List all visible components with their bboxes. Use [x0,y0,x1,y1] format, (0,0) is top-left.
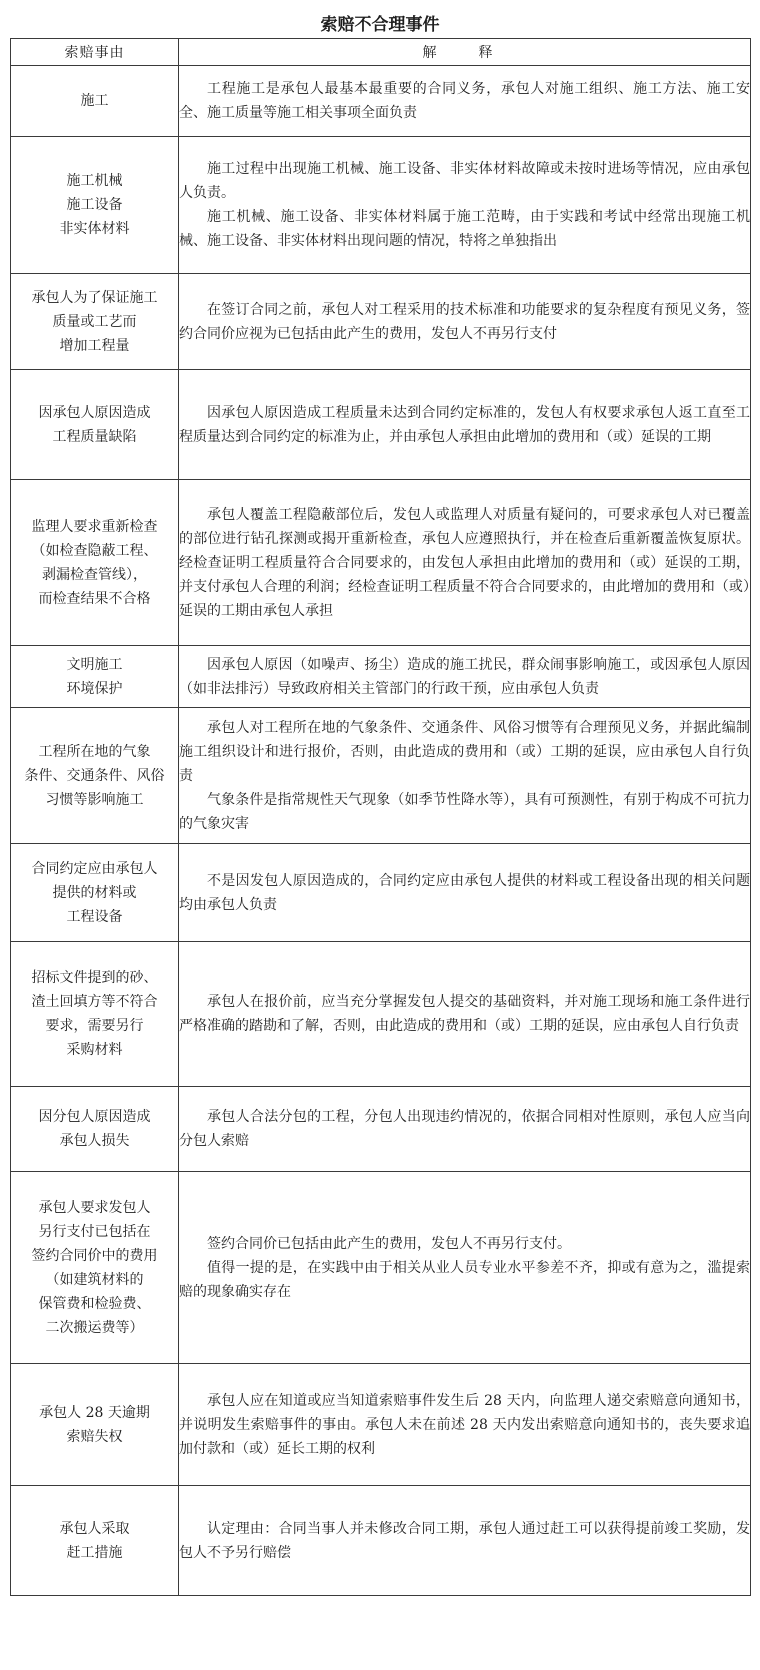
explanation-cell: 施工过程中出现施工机械、施工设备、非实体材料故障或未按时进场等情况，应由承包人负责。 施工机械、施工设备、非实体材料属于施工范畴，由于实践和考试中经常出现施工机械、施工设备、非实体材料出现问题的情况，特将之单独指出 [179,137,751,274]
reason-cell: 工程所在地的气象 条件、交通条件、风俗 习惯等影响施工 [11,708,179,844]
explanation-cell: 承包人对工程所在地的气象条件、交通条件、风俗习惯等有合理预见义务，并据此编制施工组织设计和进行报价，否则，由此造成的费用和（或）工期的延误，应由承包人自行负责 气象条件是指常规性天气现象（如季节性降水等），具有可预测性，有别于构成不可抗力的气象灾害 [179,708,751,844]
explanation-cell: 承包人在报价前，应当充分掌握发包人提交的基础资料，并对施工现场和施工条件进行严格准确的踏勘和了解，否则，由此造成的费用和（或）工期的延误，应由承包人自行负责 [179,942,751,1087]
reason-cell: 合同约定应由承包人 提供的材料或 工程设备 [11,844,179,942]
reason-cell: 承包人为了保证施工 质量或工艺而 增加工程量 [11,274,179,370]
table-row [11,66,751,137]
table-row [11,370,751,480]
explanation-cell: 签约合同价已包括由此产生的费用，发包人不再另行支付。 值得一提的是，在实践中由于相关从业人员专业水平参差不齐，抑或有意为之，滥提索赔的现象确实存在 [179,1172,751,1364]
reason-cell: 监理人要求重新检查 （如检查隐蔽工程、 剥漏检查管线）， 而检查结果不合格 [11,480,179,646]
reason-cell: 因分包人原因造成 承包人损失 [11,1087,179,1172]
explanation-cell: 承包人合法分包的工程，分包人出现违约情况的，依据合同相对性原则，承包人应当向分包人索赔 [179,1087,751,1172]
header-explanation: 解 释 [179,39,751,66]
explanation-cell: 因承包人原因造成工程质量未达到合同约定标准的，发包人有权要求承包人返工直至工程质量达到合同约定的标准为止，并由承包人承担由此增加的费用和（或）延误的工期 [179,370,751,480]
reason-cell: 施工机械 施工设备 非实体材料 [11,137,179,274]
page-title: 索赔不合理事件 [320,15,440,35]
table-row [11,480,751,646]
explanation-cell: 因承包人原因（如噪声、扬尘）造成的施工扰民，群众闹事影响施工，或因承包人原因（如非法排污）导致政府相关主管部门的行政干预，应由承包人负责 [179,646,751,708]
table-row [11,137,751,274]
explanation-cell: 工程施工是承包人最基本最重要的合同义务，承包人对施工组织、施工方法、施工安全、施工质量等施工相关事项全面负责 [179,66,751,137]
table-row [11,708,751,844]
explanation-cell: 承包人覆盖工程隐蔽部位后，发包人或监理人对质量有疑问的，可要求承包人对已覆盖的部位进行钻孔探测或揭开重新检查，承包人应遵照执行，并在检查后重新覆盖恢复原状。经检查证明工程质量符合合同要求的，由发包人承担由此增加的费用和（或）延误的工期，并支付承包人合理的利润；经检查证明工程质量不符合合同要求的，由此增加的费用和（或）延误的工期由承包人承担 [179,480,751,646]
table-row [11,1486,751,1596]
table-row [11,844,751,942]
explanation-cell: 承包人应在知道或应当知道索赔事件发生后 28 天内，向监理人递交索赔意向通知书，并说明发生索赔事件的事由。承包人未在前述 28 天内发出索赔意向通知书的，丧失要求追加付款和（或）延长工期的权利 [179,1364,751,1486]
reason-cell: 承包人采取 赶工措施 [11,1486,179,1596]
reason-cell: 施工 [11,66,179,137]
reason-cell: 文明施工 环境保护 [11,646,179,708]
table-row [11,646,751,708]
claims-table [10,38,751,1596]
reason-cell: 承包人要求发包人 另行支付已包括在 签约合同价中的费用 （如建筑材料的 保管费和检验费、 二次搬运费等） [11,1172,179,1364]
table-body [11,66,751,1596]
explanation-cell: 不是因发包人原因造成的，合同约定应由承包人提供的材料或工程设备出现的相关问题均由承包人负责 [179,844,751,942]
reason-cell: 因承包人原因造成 工程质量缺陷 [11,370,179,480]
reason-cell: 承包人 28 天逾期 索赔失权 [11,1364,179,1486]
explanation-cell: 在签订合同之前，承包人对工程采用的技术标准和功能要求的复杂程度有预见义务，签约合同价应视为已包括由此产生的费用，发包人不再另行支付 [179,274,751,370]
reason-cell: 招标文件提到的砂、 渣土回填方等不符合 要求，需要另行 采购材料 [11,942,179,1087]
table-row [11,274,751,370]
table-row [11,1364,751,1486]
table-row [11,1087,751,1172]
table-row [11,942,751,1087]
explanation-cell: 认定理由：合同当事人并未修改合同工期，承包人通过赶工可以获得提前竣工奖励，发包人不予另行赔偿 [179,1486,751,1596]
header-reason: 索赔事由 [11,39,179,66]
table-row [11,1172,751,1364]
table-header-row [11,39,751,66]
